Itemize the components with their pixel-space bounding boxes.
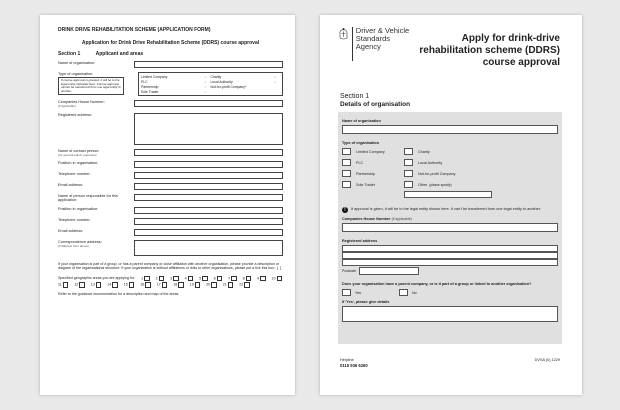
new-org-type-option[interactable] [404, 159, 558, 166]
other-note: (please specify) [429, 182, 452, 187]
area-checkbox-16[interactable] [140, 282, 151, 288]
details-field[interactable] [342, 306, 558, 322]
no-checkbox[interactable] [399, 289, 408, 296]
old-areas-row [58, 276, 283, 288]
area-checkbox-2[interactable] [156, 276, 165, 282]
old-org-type-radio[interactable]: ○ [273, 74, 276, 79]
form-code: DVSA (0) 1229 [534, 358, 560, 362]
old-company-house-field[interactable] [134, 100, 283, 107]
area-number: 14 [107, 282, 112, 287]
area-number: 11 [58, 282, 62, 287]
details-label: If 'Yes', please give details [342, 300, 390, 305]
old-form-title: DRINK DRIVE REHABILITATION SCHEME (APPLICATION FORM) [58, 27, 211, 33]
area-checkbox-13[interactable] [91, 282, 102, 288]
org-type-label: Sole Trader [356, 182, 376, 187]
org-type-checkbox[interactable] [404, 159, 413, 166]
old-email2-field[interactable] [134, 229, 283, 236]
old-telephone-field[interactable] [134, 172, 283, 179]
old-section-title: Applicant and areas [95, 51, 144, 57]
new-org-type-options [342, 148, 558, 198]
area-number: 7 [228, 276, 231, 281]
area-checkbox-12[interactable] [74, 282, 85, 288]
area-number: 5 [199, 276, 202, 281]
new-company-house-note: (if applicable) [391, 217, 412, 221]
helpline-number: 0115 936 6260 [340, 363, 368, 368]
old-group-paragraph-text: If your organisation is part of a group, or has a parent company or close affiliation with another organisation, please provide a description or diagram of the organisational structure. If your organisation is without affiliations or links to other organisations, please put a tick this box: [58, 261, 280, 271]
old-reference-text: Refer to the guidance documentation for a description and map of the areas [58, 291, 179, 296]
new-org-type-option[interactable] [404, 148, 558, 155]
new-org-type-option[interactable] [342, 148, 404, 155]
area-checkbox-6[interactable] [214, 276, 223, 282]
area-checkbox-10[interactable] [272, 276, 283, 282]
old-reg-address-field[interactable] [134, 113, 283, 145]
yes-label: Yes [355, 290, 362, 295]
old-telephone2-field[interactable] [134, 218, 283, 225]
area-number: 13 [90, 282, 95, 287]
old-section-number: Section 1 [58, 51, 81, 57]
org-type-checkbox[interactable] [342, 148, 351, 155]
area-checkbox-15[interactable] [124, 282, 135, 288]
area-number: 16 [140, 282, 145, 287]
org-type-checkbox[interactable] [342, 170, 351, 177]
old-email2-label: Email address: [58, 228, 84, 233]
new-org-name-label: Name of organisation [342, 119, 381, 123]
org-type-checkbox[interactable] [342, 181, 351, 188]
old-org-type-option[interactable] [141, 89, 211, 94]
new-org-type-option[interactable] [404, 170, 558, 177]
new-company-house-label [342, 217, 558, 221]
area-number: 21 [222, 282, 227, 287]
logo-line-3: Agency [355, 42, 381, 51]
old-org-type-label: Limited Company [141, 74, 168, 79]
old-org-type-label: Charity [210, 74, 222, 79]
title-line-3: course approval [482, 57, 560, 68]
legal-entity-info [342, 207, 558, 213]
postcode-label: Postcode [342, 268, 357, 273]
org-type-checkbox[interactable] [342, 159, 351, 166]
area-checkbox-21[interactable] [223, 282, 234, 288]
yes-checkbox[interactable] [342, 289, 351, 296]
address-line-3[interactable] [342, 259, 558, 267]
postcode-row [342, 267, 558, 275]
area-checkbox-11[interactable] [58, 282, 68, 288]
old-position-field[interactable] [134, 161, 283, 168]
area-number: 6 [213, 276, 216, 281]
parent-company-question: Does your organisation have a parent company, or is it part of a group or linked to another organisation? [342, 281, 532, 286]
title-line-2: rehabilitation scheme (DDRS) [419, 45, 560, 56]
new-company-house-text: Companies House Number [342, 217, 391, 221]
area-checkbox-18[interactable] [173, 282, 184, 288]
org-type-label: Charity [418, 149, 430, 154]
old-org-name-field[interactable] [134, 61, 283, 68]
crest-icon [338, 27, 349, 41]
old-org-type-radio[interactable]: ○ [204, 84, 207, 89]
area-number: 22 [239, 282, 244, 287]
old-areas-label: Specified geographic areas you are applying for: [58, 276, 136, 281]
area-number: 3 [170, 276, 173, 281]
old-position2-label: Position in organisation: [58, 206, 99, 211]
org-type-label: Other [418, 182, 428, 187]
area-checkbox-1[interactable] [141, 276, 150, 282]
old-reg-address-label: Registered address: [58, 112, 92, 117]
legal-entity-info-text: If approval is given, it will be to the legal entity shown here. It can't be transferred from one legal entity to another. [351, 207, 541, 211]
old-contact-name-note: (for general admin purposes) [58, 152, 97, 157]
helpline-label: Helpline [340, 358, 354, 362]
org-type-checkbox[interactable] [404, 148, 413, 155]
no-label: No [412, 290, 417, 295]
area-number: 10 [271, 276, 276, 281]
new-reg-address-label: Registered address [342, 239, 378, 243]
old-org-type-radio[interactable]: ○ [204, 79, 207, 84]
old-section-heading [58, 51, 283, 57]
other-specify-field[interactable] [404, 191, 492, 198]
area-checkbox-7[interactable] [228, 276, 237, 282]
old-corr-address-note: (if different from above) [58, 244, 89, 249]
old-org-type-label: Sole Trader [141, 89, 159, 94]
old-application-form [40, 15, 295, 395]
area-checkbox-20[interactable] [206, 282, 217, 288]
area-checkbox-22[interactable] [239, 282, 250, 288]
area-number: 15 [123, 282, 128, 287]
postcode-field[interactable] [359, 267, 419, 275]
area-number: 19 [189, 282, 194, 287]
old-org-type-label: Local Authority [210, 79, 233, 84]
old-contact-name-field[interactable] [134, 149, 283, 156]
new-org-type-option[interactable] [342, 170, 404, 177]
org-type-checkbox[interactable] [404, 181, 413, 188]
old-org-type-label: Partnership [141, 84, 159, 89]
area-number: 8 [242, 276, 245, 281]
old-company-house-note: (if applicable) [58, 104, 76, 109]
section-1-panel [338, 112, 562, 344]
info-icon: ! [342, 207, 348, 213]
new-section-title: Details of organisation [340, 101, 411, 108]
old-email-label: Email address: [58, 183, 84, 188]
area-number: 4 [184, 276, 187, 281]
org-type-checkbox[interactable] [404, 170, 413, 177]
old-group-paragraph [58, 262, 283, 271]
helpline [340, 358, 368, 368]
new-reg-address-field[interactable] [342, 245, 558, 267]
org-type-label: PLC [356, 160, 364, 165]
old-telephone-label: Telephone number: [58, 172, 91, 177]
org-type-label: Partnership [356, 171, 375, 176]
old-position2-field[interactable] [134, 207, 283, 214]
old-corr-address-label [58, 240, 134, 249]
old-responsible-label: Name of person responsible for this application: [58, 194, 118, 203]
area-checkbox-8[interactable] [243, 276, 252, 282]
area-checkbox-9[interactable] [257, 276, 266, 282]
dvsa-logo [338, 27, 409, 69]
new-section-number: Section 1 [340, 93, 370, 100]
org-type-label: Not-for-profit Company [418, 171, 456, 176]
new-org-type-option[interactable] [404, 181, 558, 188]
old-org-type-label: Not-for-profit Company* [210, 84, 247, 89]
area-checkbox-17[interactable] [157, 282, 168, 288]
new-application-form [320, 15, 582, 395]
old-company-house-label [58, 100, 134, 109]
old-org-type-option[interactable] [211, 89, 281, 94]
new-org-name-field[interactable] [342, 125, 558, 134]
area-number: 12 [74, 282, 79, 287]
area-checkbox-4[interactable] [185, 276, 194, 282]
old-org-type-radio[interactable]: ○ [273, 79, 276, 84]
old-company-house-text: Companies House Number: [58, 100, 105, 104]
new-company-house-field[interactable] [342, 223, 558, 232]
logo-line-2: Standards [355, 34, 390, 43]
org-type-label: Local Authority [418, 160, 443, 165]
org-type-label: Limited Company [356, 149, 385, 154]
new-type-label: Type of organisation [342, 141, 380, 145]
old-responsible-field[interactable] [134, 194, 283, 201]
logo-text [356, 27, 409, 69]
new-form-title [419, 33, 560, 69]
old-org-type-radio[interactable]: ○ [204, 89, 207, 94]
old-org-type-label: PLC [141, 79, 148, 84]
old-org-type-grid [138, 72, 283, 96]
parent-company-options [342, 289, 558, 296]
old-org-type-radio[interactable]: ○ [204, 74, 207, 79]
new-org-type-option[interactable] [342, 159, 404, 166]
area-number: 2 [155, 276, 158, 281]
area-number: 20 [206, 282, 211, 287]
title-line-1: Apply for drink-drive [461, 33, 560, 44]
old-type-note: If course approval is granted, it will be to the legal entity indicated here. Course approval cannot be transferred from one legal entity to another. [58, 77, 124, 95]
logo-line-1: Driver & Vehicle [355, 26, 410, 35]
area-number: 17 [156, 282, 161, 287]
area-number: 18 [173, 282, 178, 287]
old-contact-name-label [58, 149, 134, 158]
area-number: 1 [141, 276, 144, 281]
area-checkbox-19[interactable] [190, 282, 201, 288]
new-form-footer [340, 358, 560, 368]
old-org-name-label: Name of organisation: [58, 61, 96, 65]
old-group-tick-box[interactable]: [ ] [276, 266, 282, 271]
area-checkbox-14[interactable] [107, 282, 118, 288]
old-email-field[interactable] [134, 183, 283, 190]
area-checkbox-3[interactable] [170, 276, 179, 282]
area-number: 9 [257, 276, 260, 281]
area-checkbox-5[interactable] [199, 276, 208, 282]
new-org-type-option[interactable] [342, 181, 404, 188]
old-corr-address-text: Correspondence address: [58, 239, 102, 244]
old-form-subtitle: Application for Drink Drive Rehabilitation Scheme (DDRS) course approval [81, 40, 260, 46]
old-contact-name-text: Name of contact person: [58, 148, 100, 153]
old-corr-address-field[interactable] [134, 240, 283, 256]
old-type-label: Type of organisation: [58, 72, 94, 76]
old-telephone2-label: Telephone number: [58, 217, 91, 222]
old-position-label: Position in organisation: [58, 161, 99, 166]
